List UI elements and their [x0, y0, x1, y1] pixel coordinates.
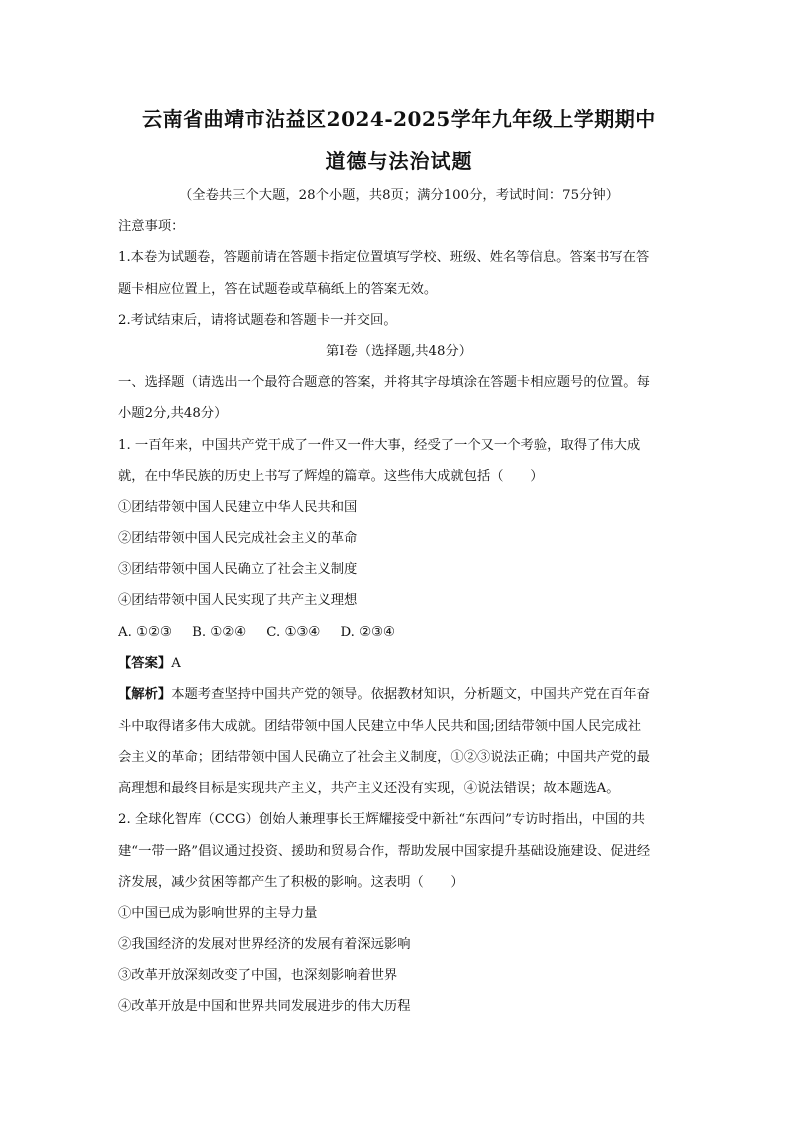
section-instruction-line-1: 一、选择题（请选出一个最符合题意的答案，并将其字母填涂在答题卡相应题号的位置。每 — [118, 375, 650, 390]
q1-option-3: ③团结带领中国人民确立了社会主义制度 — [118, 562, 358, 577]
q2-option-2: ②我国经济的发展对世界经济的发展有着深远影响 — [118, 937, 411, 952]
exam-title: 云南省曲靖市沾益区2024-2025学年九年级上学期期中 — [142, 107, 656, 131]
q1-answer-value: A — [171, 656, 181, 671]
note-item-1-line-1: 1.本卷为试题卷，答题前请在答题卡指定位置填写学校、班级、姓名等信息。答案书写在答 — [118, 250, 650, 265]
section-instruction-line-2: 小题2分,共48分） — [118, 406, 228, 421]
q1-analysis-line-2: 斗中取得诸多伟大成就。团结带领中国人民建立中华人民共和国;团结带领中国人民完成社 — [118, 719, 642, 734]
exam-info: （全卷共三个大题，28个小题，共8页；满分100分，考试时间：75分钟） — [179, 188, 619, 203]
section-title: 第Ⅰ卷（选择题,共48分） — [325, 344, 473, 359]
note-item-2: 2.考试结束后，请将试题卷和答题卡一并交回。 — [118, 313, 397, 328]
note-item-1-line-2: 题卡相应位置上，答在试题卷或草稿纸上的答案无效。 — [118, 282, 438, 297]
q1-option-2: ②团结带领中国人民完成社会主义的革命 — [118, 531, 358, 546]
exam-subtitle: 道德与法治试题 — [325, 149, 473, 173]
q1-choices — [118, 623, 680, 643]
q1-analysis-line-4: 高理想和最终目标是实现共产主义，共产主义还没有实现，④说法错误；故本题选A。 — [118, 781, 620, 796]
notes-heading: 注意事项： — [118, 219, 185, 234]
q1-option-1: ①团结带领中国人民建立中华人民共和国 — [118, 500, 358, 515]
q2-stem-line-3: 济发展，减少贫困等都产生了积极的影响。这表明（ ） — [118, 875, 464, 890]
q1-option-4: ④团结带领中国人民实现了共产主义理想 — [118, 593, 358, 608]
q1-choice-a: A. ①②③ — [118, 625, 172, 640]
q1-choice-c: C. ①③④ — [266, 625, 321, 640]
q1-answer-label: 【答案】 — [118, 656, 172, 671]
q1-analysis-line-1 — [118, 685, 680, 705]
q1-stem-line-1: 1. 一百年来，中国共产党干成了一件又一件大事，经受了一个又一个考验，取得了伟大成 — [118, 438, 641, 453]
q2-stem-line-1: 2. 全球化智库（CCG）创始人兼理事长王辉耀接受中新社“东西问”专访时指出，中国的共 — [118, 812, 645, 827]
q1-answer — [118, 654, 680, 674]
q2-option-1: ①中国已成为影响世界的主导力量 — [118, 906, 318, 921]
q2-option-3: ③改革开放深刻改变了中国，也深刻影响着世界 — [118, 968, 398, 983]
q1-choice-b: B. ①②④ — [192, 625, 247, 640]
q1-analysis-line-3: 会主义的革命；团结带领中国人民确立了社会主义制度，①②③说法正确；中国共产党的最 — [118, 750, 650, 765]
q1-choice-d: D. ②③④ — [340, 625, 395, 640]
q2-stem-line-2: 建“一带一路”倡议通过投资、援助和贸易合作，帮助发展中国家提升基础设施建设、促进经 — [118, 844, 651, 859]
q1-stem-line-2: 就，在中华民族的历史上书写了辉煌的篇章。这些伟大成就包括（ ） — [118, 469, 544, 484]
q1-analysis-text-1: 本题考查坚持中国共产党的领导。依据教材知识，分析题文，中国共产党在百年奋 — [171, 687, 650, 702]
q1-analysis-label: 【解析】 — [118, 687, 172, 702]
q2-option-4: ④改革开放是中国和世界共同发展进步的伟大历程 — [118, 999, 411, 1014]
